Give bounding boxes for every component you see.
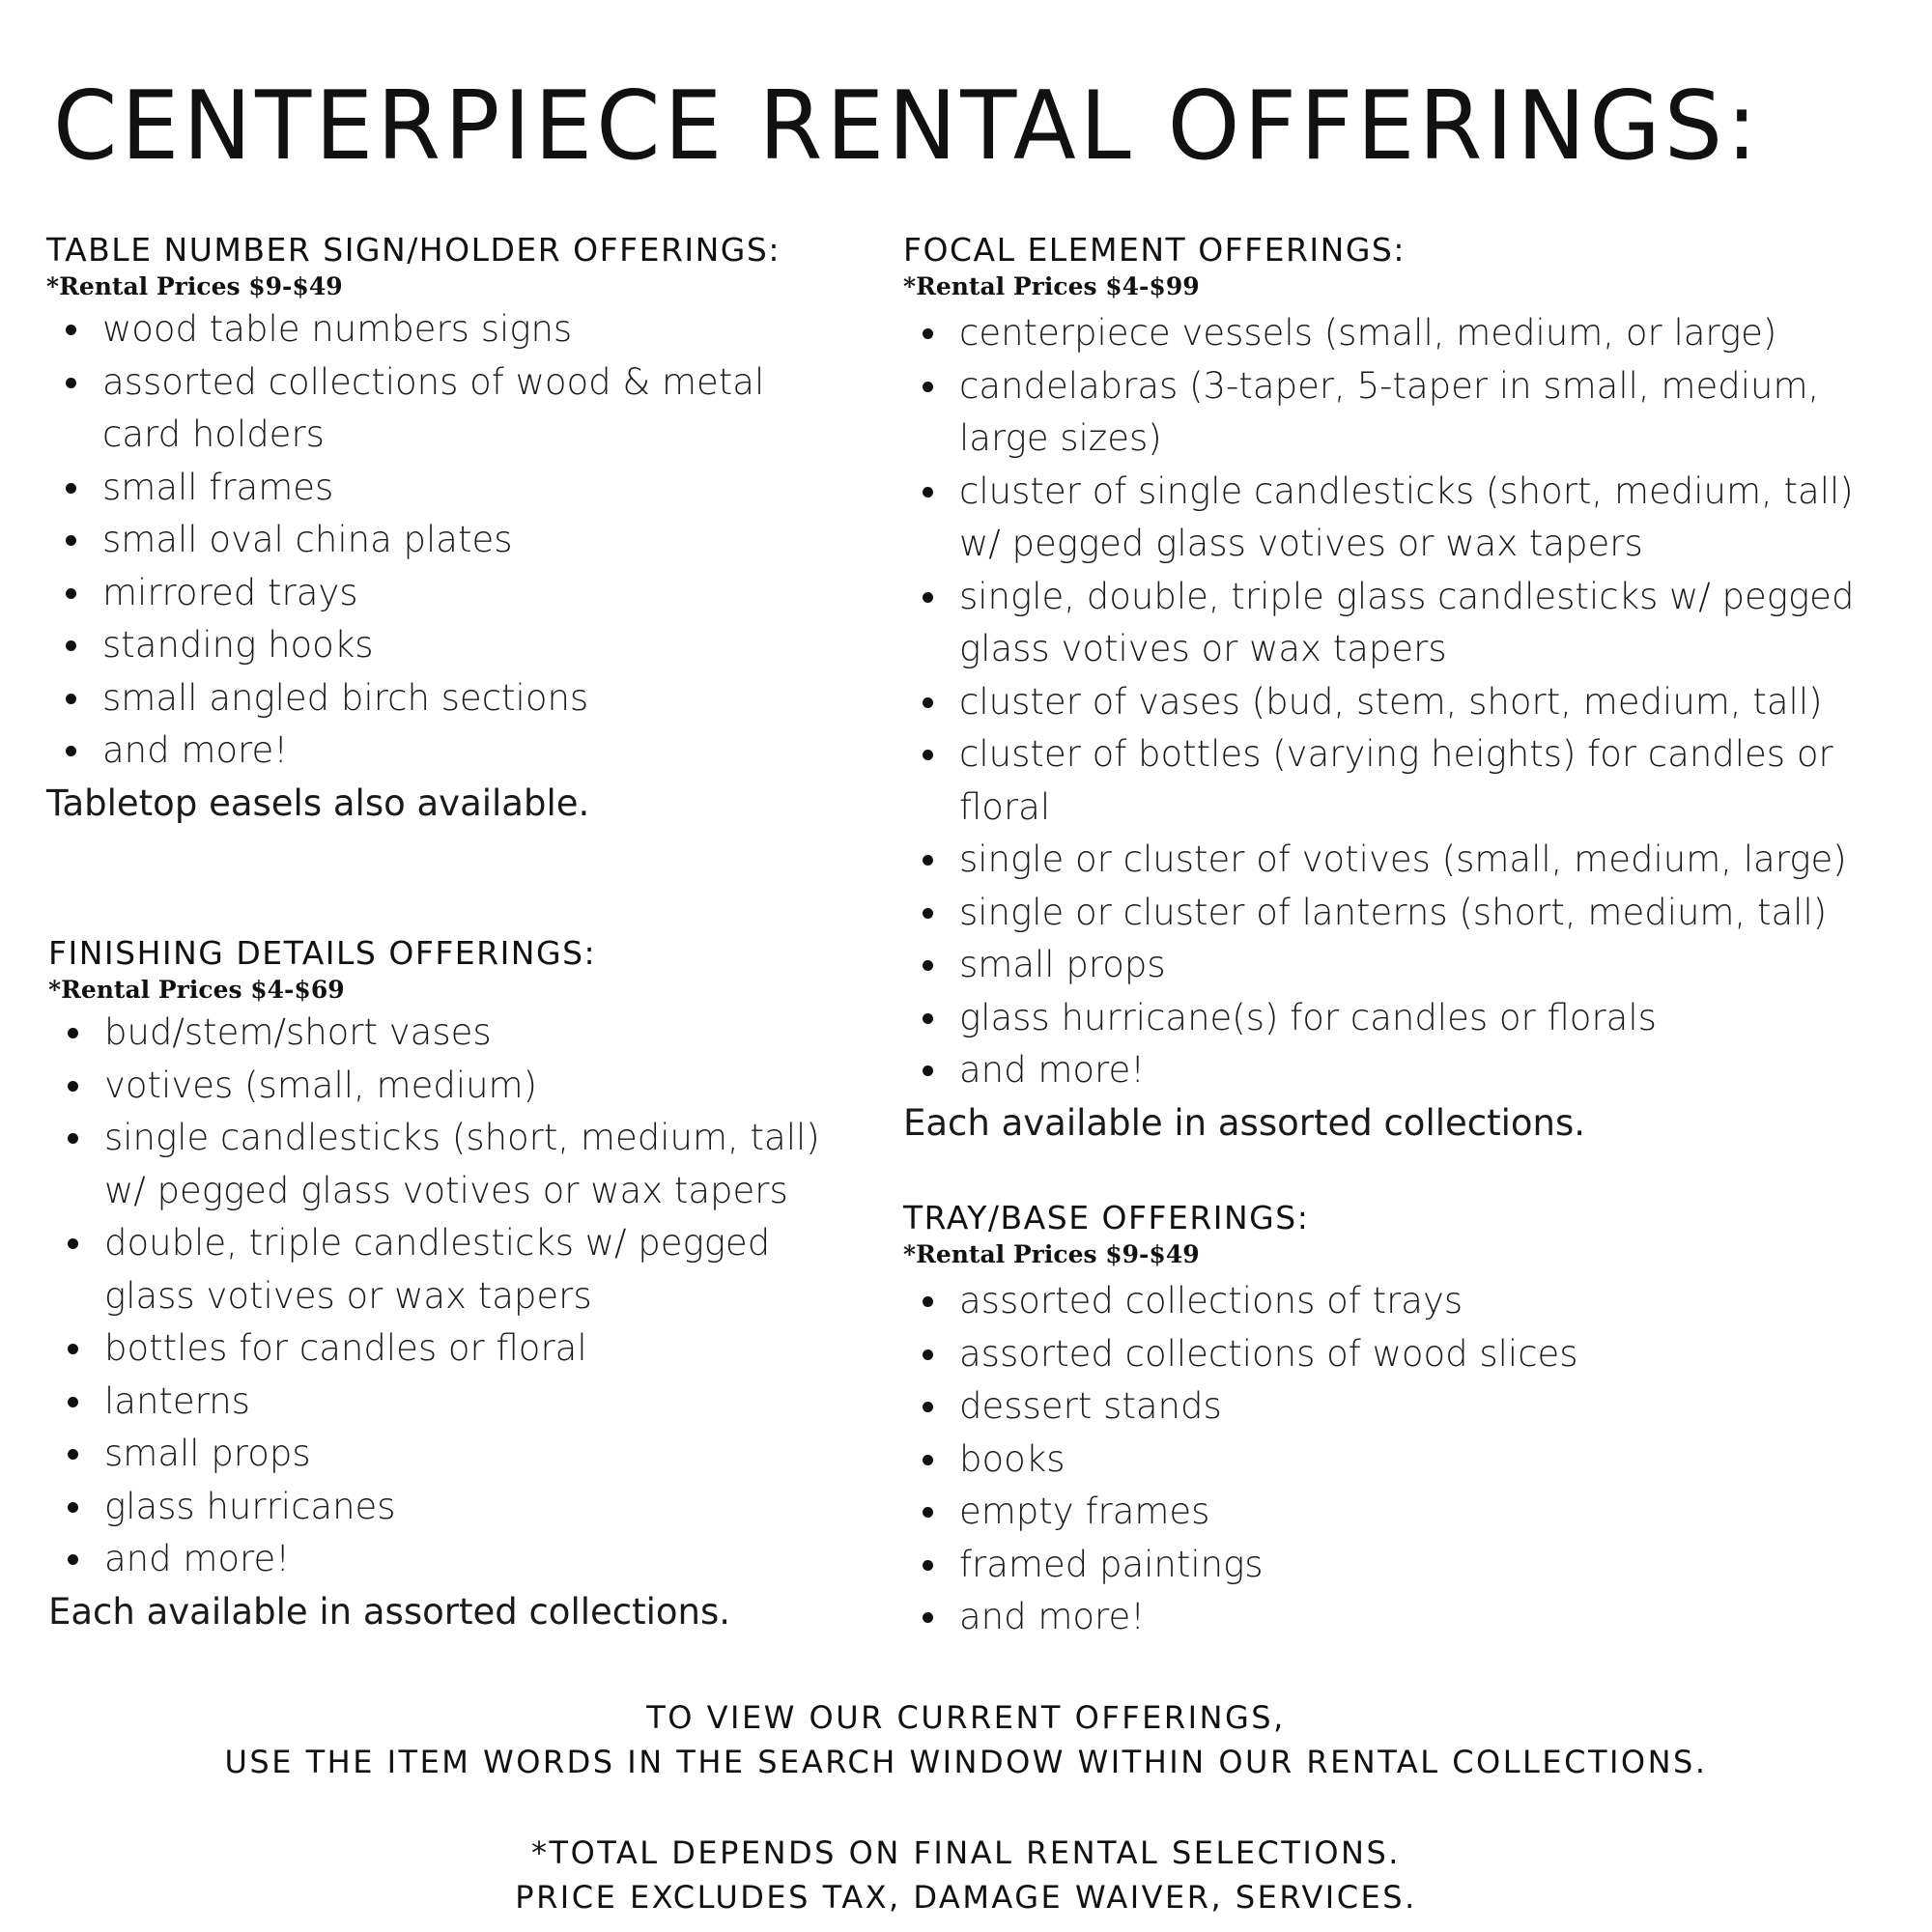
list-item (903, 1328, 1898, 1381)
item-label: cluster of bottles (varying heights) for candles or floral (959, 733, 1833, 828)
item-label: mirrored trays (102, 571, 358, 613)
list-item (903, 466, 1898, 571)
section-heading: FOCAL ELEMENT OFFERINGS: (903, 231, 1406, 269)
bullet-icon (923, 750, 933, 760)
item-label: wood table numbers signs (102, 308, 573, 350)
list-item (48, 1007, 840, 1060)
bullet-icon (923, 1402, 933, 1412)
bullet-icon (923, 1507, 933, 1518)
finishing-details-section (48, 933, 840, 1638)
bullet-icon (68, 1028, 78, 1038)
list-item (46, 724, 838, 778)
bullet-icon (68, 1081, 78, 1092)
item-label: empty frames (959, 1491, 1210, 1532)
bullet-icon (923, 1560, 933, 1571)
section-heading: TABLE NUMBER SIGN/HOLDER OFFERINGS: (46, 231, 781, 269)
list-item (48, 1481, 840, 1534)
bullet-icon (923, 1013, 933, 1024)
bullet-icon (923, 328, 933, 339)
page-title: CENTERPIECE RENTAL OFFERINGS: (53, 71, 1761, 182)
list-item (48, 1376, 840, 1429)
list-item (903, 676, 1898, 729)
list-item (46, 462, 838, 515)
item-label: lanterns (104, 1379, 250, 1422)
item-label: framed paintings (959, 1543, 1264, 1585)
bullet-icon (923, 1612, 933, 1623)
list-item (46, 619, 838, 672)
item-label: centerpiece vessels (small, medium, or large) (959, 312, 1777, 354)
list-item (48, 1322, 840, 1376)
list-item (903, 571, 1898, 676)
list-item (903, 1275, 1898, 1328)
item-label: assorted collections of trays (959, 1280, 1463, 1321)
bullet-icon (68, 1133, 78, 1144)
list-item (48, 1112, 840, 1217)
item-label: bottles for candles or floral (104, 1327, 587, 1369)
list-item (903, 939, 1898, 992)
item-label: votives (small, medium) (104, 1064, 538, 1106)
item-label: single or cluster of votives (small, medium, large) (959, 838, 1847, 880)
table-number-section (46, 230, 838, 830)
item-list (903, 307, 1898, 1097)
section-footer: Tabletop easels also available. (46, 781, 590, 824)
item-label: and more! (959, 1596, 1146, 1637)
item-label: bud/stem/short vases (104, 1011, 492, 1053)
item-label: cluster of single candlesticks (short, medium, tall) w/ pegged glass votives or wax tapers (959, 469, 1854, 564)
item-label: glass hurricane(s) for candles or florals (959, 996, 1657, 1038)
price-note: *Rental Prices $4-$69 (48, 976, 345, 1004)
item-label: standing hooks (102, 624, 374, 666)
item-label: dessert stands (959, 1385, 1222, 1427)
bullet-icon (68, 1502, 78, 1513)
item-label: small oval china plates (102, 519, 513, 560)
list-item (903, 992, 1898, 1045)
disclaimer-line1: *TOTAL DEPENDS ON FINAL RENTAL SELECTIONS. (531, 1834, 1401, 1871)
list-item (903, 834, 1898, 887)
list-item (46, 303, 838, 356)
item-label: candelabras (3-taper, 5-taper in small, medium, large sizes) (959, 364, 1820, 459)
bullet-icon (923, 697, 933, 708)
bullet-icon (66, 378, 76, 388)
bullet-icon (923, 1455, 933, 1465)
item-label: books (959, 1437, 1065, 1480)
view-note-line1: TO VIEW OUR CURRENT OFFERINGS, (646, 1699, 1286, 1736)
list-item (903, 1380, 1898, 1434)
item-label: and more! (104, 1538, 291, 1579)
bullet-icon (66, 535, 76, 546)
item-label: glass hurricanes (104, 1485, 396, 1527)
item-label: small frames (102, 466, 334, 508)
section-heading: FINISHING DETAILS OFFERINGS: (48, 934, 597, 972)
list-item (903, 1539, 1898, 1592)
item-label: single, double, triple glass candlesticks w/ pegged glass votives or wax tapers (959, 575, 1855, 669)
bullet-icon (923, 1350, 933, 1360)
bullet-icon (923, 592, 933, 603)
item-label: small props (104, 1433, 311, 1474)
bullet-icon (66, 588, 76, 599)
view-note-line2: USE THE ITEM WORDS IN THE SEARCH WINDOW WITHIN OUR RENTAL COLLECTIONS. (224, 1744, 1708, 1780)
bullet-icon (68, 1344, 78, 1354)
section-footer: Each available in assorted collections. (903, 1101, 1586, 1144)
bullet-icon (66, 483, 76, 494)
bullet-icon (923, 960, 933, 971)
list-item (903, 728, 1898, 834)
item-label: double, triple candlesticks w/ pegged glass votives or wax tapers (104, 1222, 771, 1317)
list-item (48, 1060, 840, 1113)
list-item (903, 307, 1898, 360)
list-item (46, 514, 838, 567)
bullet-icon (68, 1238, 78, 1249)
list-item (48, 1533, 840, 1586)
focal-element-section (903, 230, 1898, 1150)
section-heading: TRAY/BASE OFFERINGS: (903, 1199, 1310, 1236)
bullet-icon (68, 1554, 78, 1565)
list-item (46, 567, 838, 620)
list-item (48, 1428, 840, 1481)
bullet-icon (66, 694, 76, 704)
disclaimer-line2: PRICE EXCLUDES TAX, DAMAGE WAIVER, SERVICES. (515, 1879, 1417, 1916)
item-label: and more! (959, 1049, 1146, 1091)
price-note: *Rental Prices $4-$99 (903, 272, 1200, 300)
bullet-icon (923, 908, 933, 919)
list-item (48, 1217, 840, 1322)
item-label: small angled birch sections (102, 676, 589, 719)
item-list (903, 1275, 1898, 1644)
price-disclaimer (0, 1831, 1932, 1919)
item-label: small props (959, 944, 1166, 985)
bullet-icon (923, 855, 933, 866)
item-list (46, 303, 838, 778)
bullet-icon (923, 1296, 933, 1307)
item-label: cluster of vases (bud, stem, short, medium, tall) (959, 680, 1823, 723)
bullet-icon (923, 1065, 933, 1076)
section-footer: Each available in assorted collections. (48, 1590, 731, 1633)
bullet-icon (66, 746, 76, 756)
tray-base-section (903, 1198, 1898, 1644)
list-item (903, 1044, 1898, 1097)
bullet-icon (923, 487, 933, 497)
price-note: *Rental Prices $9-$49 (46, 272, 343, 300)
item-label: assorted collections of wood & metal card holders (102, 360, 765, 455)
bullet-icon (66, 640, 76, 651)
bullet-icon (68, 1449, 78, 1460)
bullet-icon (66, 325, 76, 335)
bullet-icon (68, 1397, 78, 1407)
price-note: *Rental Prices $9-$49 (903, 1240, 1200, 1268)
item-list (48, 1007, 840, 1586)
view-offerings-note (0, 1695, 1932, 1784)
item-label: and more! (102, 729, 289, 771)
list-item (903, 887, 1898, 940)
list-item (46, 356, 838, 462)
bullet-icon (923, 382, 933, 392)
item-label: single or cluster of lanterns (short, medium, tall) (959, 891, 1828, 933)
list-item (903, 360, 1898, 466)
item-label: single candlesticks (short, medium, tall) w/ pegged glass votives or wax tapers (104, 1117, 820, 1211)
list-item (903, 1591, 1898, 1644)
item-label: assorted collections of wood slices (959, 1332, 1578, 1375)
list-item (903, 1434, 1898, 1487)
list-item (46, 672, 838, 725)
list-item (903, 1486, 1898, 1539)
